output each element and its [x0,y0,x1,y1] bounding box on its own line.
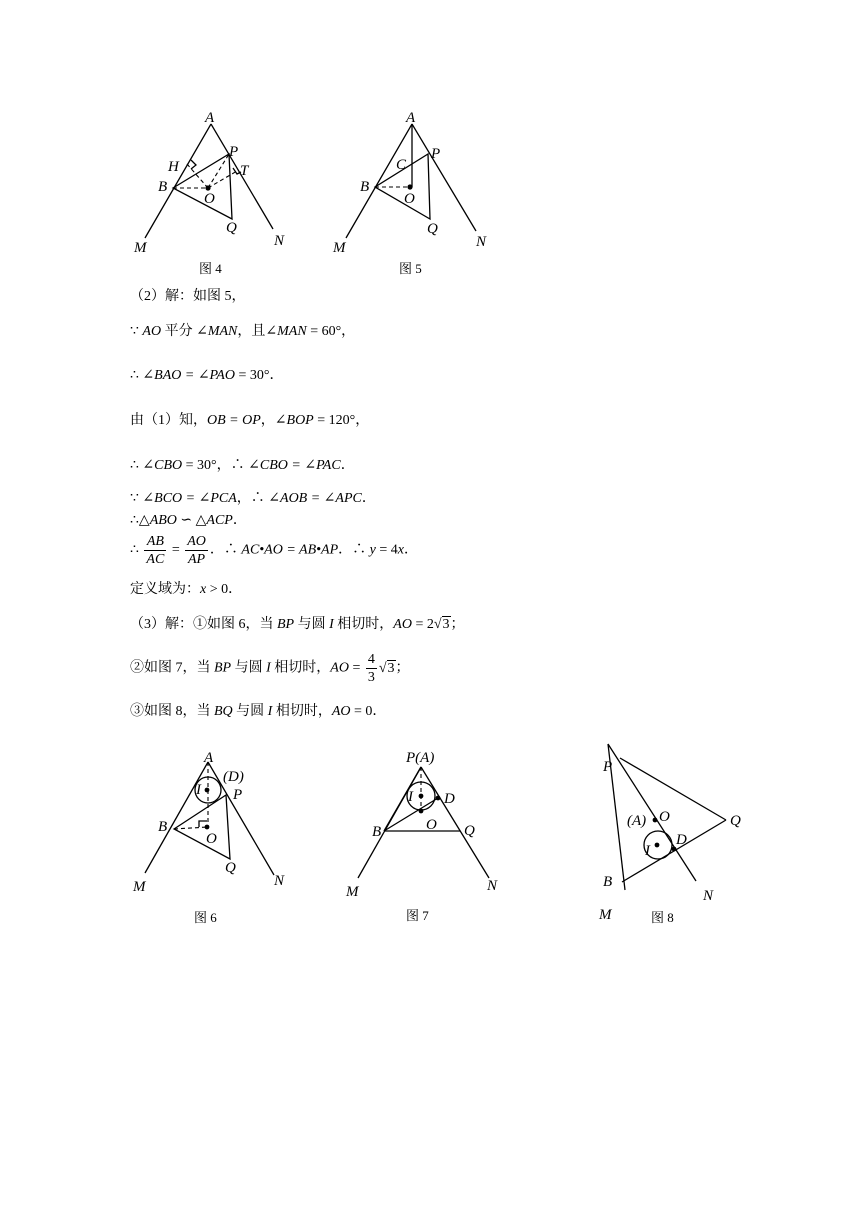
label-c: C [396,157,407,173]
label-p: P [431,146,441,162]
label-h: H [168,159,179,175]
segment-pq [620,758,726,820]
sqrt-3: √3 [378,660,395,676]
label-o: O [404,191,415,207]
domain-line: 定义域为：x > 0． [130,582,243,597]
figure-8 [590,735,770,935]
label-i: I [196,782,201,798]
caption-fig6: 图 6 [194,910,217,925]
ray-am [145,762,208,873]
fraction-ab-ac: $\frac{AB}{AC}$ [146,534,165,567]
caption-fig5: 图 5 [399,261,422,276]
point-o [407,184,412,189]
point-i [419,794,424,799]
label-a: A [406,110,416,126]
part3-case-2: ②如图 7，当 BP 与圆 I 相切时，AO = $\frac{4}{3}$ √3； [130,652,410,685]
label-pa: P(A) [406,750,435,766]
part2-heading: （2）解：如图 5， [130,289,246,304]
solution-line-2: ∴ ∠BAO = ∠PAO = 30°． [130,368,284,383]
label-d: (D) [223,769,244,785]
label-q: Q [464,823,475,839]
label-b: B [158,179,168,195]
caption-fig8: 图 8 [651,910,674,925]
label-a: (A) [627,813,647,829]
label-q: Q [730,813,741,829]
label-n: N [274,233,285,249]
point-i [205,788,210,793]
label-q: Q [226,220,237,236]
ray-am [346,124,412,238]
point-o [419,809,424,814]
label-q: Q [225,860,236,876]
label-d: D [444,791,455,807]
label-m: M [599,907,612,923]
solution-line-7: ∴ $\frac{AB}{AC}$ = $\frac{AO}{AP}$ ．∴ AC•AO = AB•AP．∴ y = 4x． [130,534,418,567]
label-i: I [645,843,650,859]
segment-ot [208,171,237,188]
ray-an [412,124,476,231]
label-a: A [205,110,215,126]
label-q: Q [427,221,438,237]
label-b: B [603,874,613,890]
figure-5 [330,105,510,280]
figure-4 [125,105,305,280]
label-b: B [158,819,168,835]
label-d: D [676,832,687,848]
point-d [436,796,441,801]
figure-7 [340,745,520,930]
part3-case-3: ③如图 8，当 BQ 与圆 I 相切时，AO = 0． [130,704,387,719]
label-b: B [372,824,382,840]
label-n: N [476,234,487,250]
solution-line-5: ∵ ∠BCO = ∠PCA，∴ ∠AOB = ∠APC． [130,491,376,506]
figure-6 [125,745,315,930]
solution-line-3: 由（1）知，OB = OP，∠BOP = 120°， [130,413,370,428]
label-t: T [240,163,249,179]
label-o: O [659,809,670,825]
point-i [655,843,660,848]
solution-line-6: ∴△ABO ∽ △ACP． [130,513,247,528]
point-o [653,818,658,823]
segment-bp [384,767,421,831]
label-i: I [408,789,413,805]
fraction-4-3: $\frac{4}{3}$ [367,652,375,685]
label-p: P [603,759,613,775]
ray-am [145,124,211,238]
label-n: N [703,888,714,904]
label-b: B [360,179,370,195]
label-o: O [426,817,437,833]
caption-fig7: 图 7 [406,908,429,923]
label-p: P [229,144,239,160]
label-m: M [134,240,147,256]
solution-line-1: ∵ AO 平分 ∠MAN，且∠MAN = 60°， [130,324,356,339]
segment-op [208,154,229,188]
label-n: N [274,873,285,889]
caption-fig4: 图 4 [199,261,222,276]
segment-bo [174,827,208,829]
fraction-ao-ap: $\frac{AO}{AP}$ [187,534,206,567]
part3-case-1: （3）解：①如图 6，当 BP 与圆 I 相切时，AO = 2√3； [130,617,465,632]
label-m: M [346,884,359,900]
solution-line-4: ∴ ∠CBO = 30°，∴ ∠CBO = ∠PAC． [130,458,355,473]
label-m: M [133,879,146,895]
point-o [205,185,210,190]
label-o: O [206,831,217,847]
label-o: O [204,191,215,207]
label-n: N [487,878,498,894]
label-p: P [233,787,243,803]
point-o [205,825,210,830]
segment-oh [187,164,208,188]
sqrt-3: √3 [433,617,450,632]
label-a: A [204,750,214,766]
label-m: M [333,240,346,256]
right-angle-h [191,160,196,169]
